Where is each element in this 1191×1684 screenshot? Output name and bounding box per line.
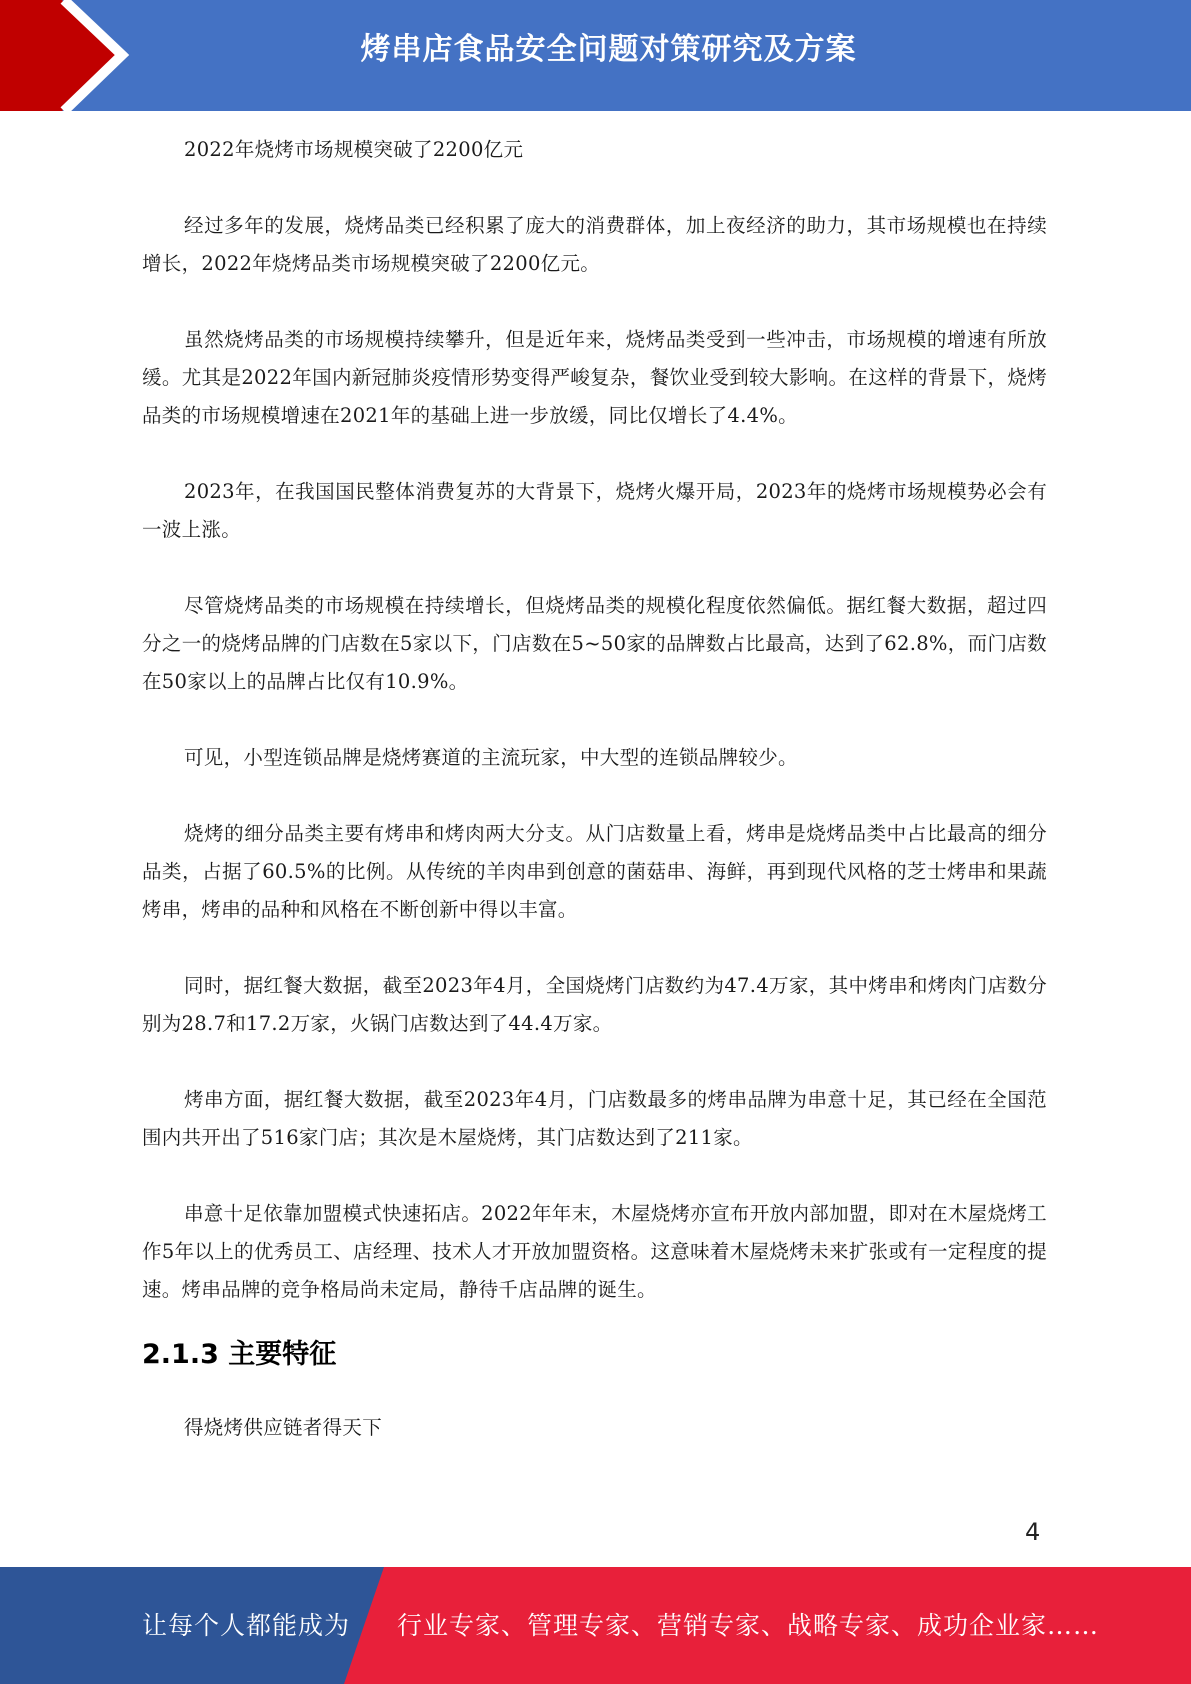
- paragraph-1: 2022年烧烤市场规模突破了2200亿元: [184, 138, 524, 161]
- paragraph-3: 虽然烧烤品类的市场规模持续攀升，但是近年来，烧烤品类受到一些冲击，市场规模的增速有所放缓。尤其是2022年国内新冠肺炎疫情形势变得严峻复杂，餐饮业受到较大影响。在这样的背景下，烧烤品类的市场规模增速在2021年的基础上进一步放缓，同比仅增长了4.4%。: [142, 328, 1047, 427]
- paragraph-10: 串意十足依靠加盟模式快速拓店。2022年年末，木屋烧烤亦宣布开放内部加盟，即对在木屋烧烤工作5年以上的优秀员工、店经理、技术人才开放加盟资格。这意味着木屋烧烤未来扩张或有一定程度的提速。烤串品牌的竞争格局尚未定局，静待千店品牌的诞生。: [142, 1202, 1047, 1301]
- paragraph-6: 可见，小型连锁品牌是烧烤赛道的主流玩家，中大型的连锁品牌较少。: [184, 746, 798, 769]
- document-title: 烤串店食品安全问题对策研究及方案: [360, 32, 857, 67]
- footer-slogan-left: 让每个人都能成为: [142, 1611, 351, 1640]
- paragraph-4: 2023年，在我国国民整体消费复苏的大背景下，烧烤火爆开局，2023年的烧烤市场规模势必会有一波上涨。: [142, 480, 1047, 541]
- paragraph-5: 尽管烧烤品类的市场规模在持续增长，但烧烤品类的规模化程度依然偏低。据红餐大数据，超过四分之一的烧烤品牌的门店数在5家以下，门店数在5~50家的品牌数占比最高，达到了62.8%，而门店数在50家以上的品牌占比仅有10.9%。: [142, 594, 1047, 693]
- page-header: [0, 0, 1191, 111]
- page-number: 4: [1025, 1518, 1041, 1546]
- page-footer: [0, 1567, 1191, 1684]
- document-body: [142, 131, 1047, 1485]
- paragraph-8: 同时，据红餐大数据，截至2023年4月，全国烧烤门店数约为47.4万家，其中烤串和烤肉门店数分别为28.7和17.2万家，火锅门店数达到了44.4万家。: [142, 974, 1047, 1035]
- footer-slogan-right: 行业专家、管理专家、营销专家、战略专家、成功企业家……: [397, 1611, 1100, 1640]
- section-paragraph: 得烧烤供应链者得天下: [184, 1416, 383, 1439]
- paragraph-9: 烤串方面，据红餐大数据，截至2023年4月，门店数最多的烤串品牌为串意十足，其已经在全国范围内共开出了516家门店；其次是木屋烧烤，其门店数达到了211家。: [142, 1088, 1047, 1149]
- section-heading: 2.1.3 主要特征: [142, 1339, 337, 1370]
- paragraph-7: 烧烤的细分品类主要有烤串和烤肉两大分支。从门店数量上看，烤串是烧烤品类中占比最高的细分品类，占据了60.5%的比例。从传统的羊肉串到创意的菌菇串、海鲜，再到现代风格的芝士烤串和果蔬烤串，烤串的品种和风格在不断创新中得以丰富。: [142, 822, 1047, 921]
- paragraph-2: 经过多年的发展，烧烤品类已经积累了庞大的消费群体，加上夜经济的助力，其市场规模也在持续增长，2022年烧烤品类市场规模突破了2200亿元。: [142, 214, 1047, 275]
